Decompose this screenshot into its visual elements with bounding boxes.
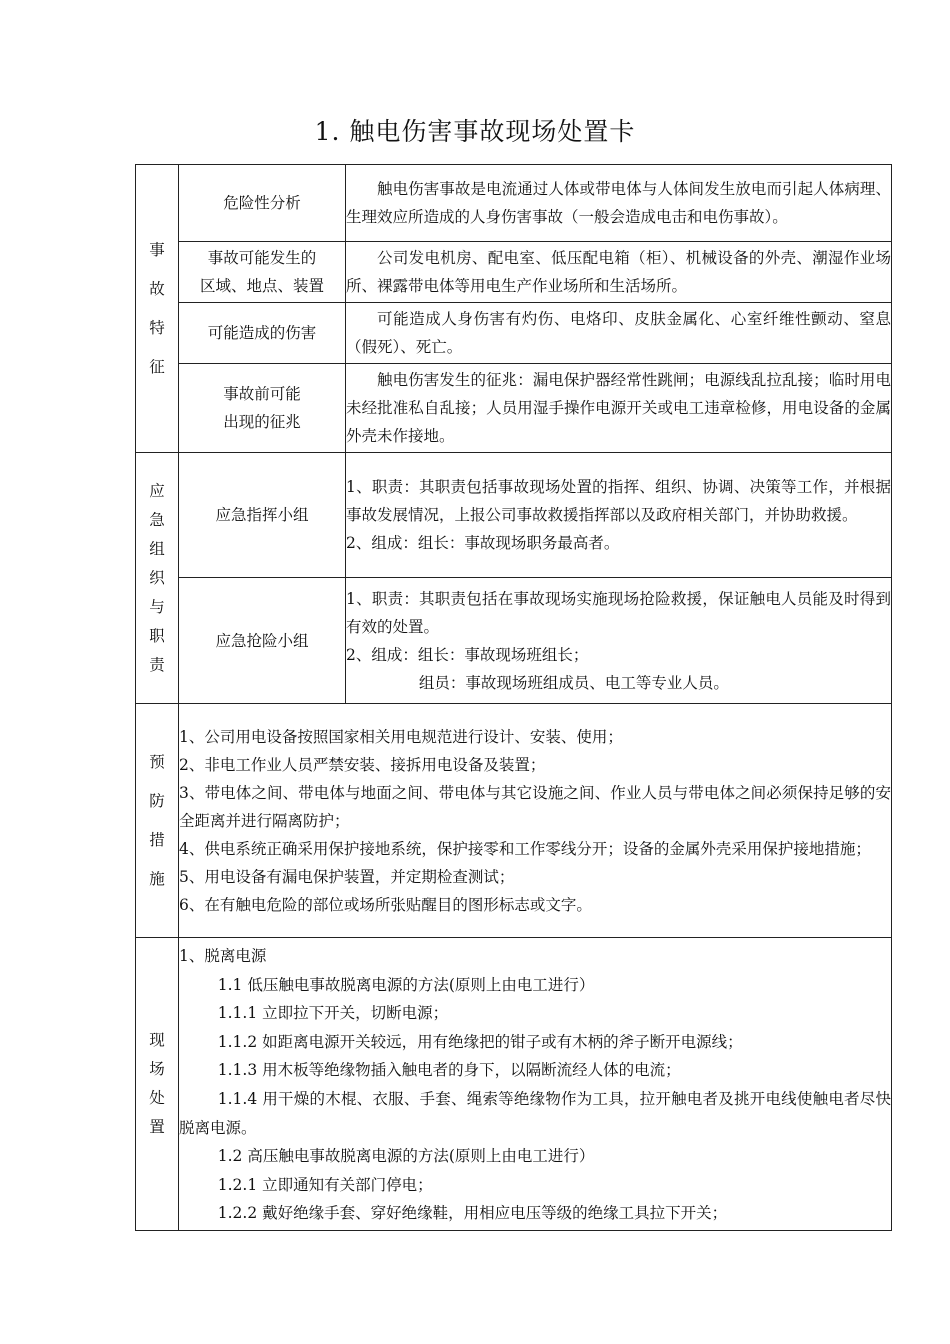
table-row	[136, 453, 892, 578]
command-group-text: 1、职责：其职责包括事故现场处置的指挥、组织、协调、决策等工作，并根据事故发展情况，上报公司事故救援指挥部以及政府相关部门，并协助救援。 2、组成：组长：事故现场职务最高者。	[346, 453, 892, 578]
rescue-group-text: 1、职责：其职责包括在事故现场实施现场抢险救援，保证触电人员能及时得到有效的处置。 2、组成：组长：事故现场班组长； 组员：事故现场班组成员、电工等专业人员。	[346, 578, 892, 704]
table-row	[136, 364, 892, 453]
section-label-organization: 应 急 组 织 与 职 责	[136, 453, 179, 704]
possible-harm-text: 可能造成人身伤害有灼伤、电烙印、皮肤金属化、心室纤维性颤动、窒息（假死）、死亡。	[346, 303, 892, 364]
hazard-analysis-text: 触电伤害事故是电流通过人体或带电体与人体间发生放电而引起人体病理、生理效应所造成的人身伤害事故（一般会造成电击和电伤事故）。	[346, 165, 892, 242]
section-label-characteristics: 事 故 特 征	[136, 165, 179, 453]
row-label-hazard-analysis: 危险性分析	[179, 165, 346, 242]
disposal-card-table	[135, 164, 892, 1231]
page-title: 1. 触电伤害事故现场处置卡	[314, 117, 636, 146]
table-row	[136, 938, 892, 1231]
row-label-possible-harm: 可能造成的伤害	[179, 303, 346, 364]
section-label-onsite: 现 场 处 置	[136, 938, 179, 1231]
row-label-rescue-group: 应急抢险小组	[179, 578, 346, 704]
warning-signs-text: 触电伤害发生的征兆：漏电保护器经常性跳闸；电源线乱拉乱接；临时用电未经批准私自乱接；人员用湿手操作电源开关或电工违章检修，用电设备的金属外壳未作接地。	[346, 364, 892, 453]
table-row	[136, 165, 892, 242]
prevention-text: 1、公司用电设备按照国家相关用电规范进行设计、安装、使用； 2、非电工作业人员严禁安装、接拆用电设备及装置； 3、带电体之间、带电体与地面之间、带电体与其它设施之间、作业人员与带电体之间必须保持足够的安全距离并进行隔离防护； 4、供电系统正确采用保护接地系统，保护接零和工作零线分开；设备的金属外壳采用保护接地措施； 5、用电设备有漏电保护装置，并定期检查测试； 6、在有触电危险的部位或场所张贴醒目的图形标志或文字。	[179, 704, 892, 938]
table-row	[136, 704, 892, 938]
row-label-command-group: 应急指挥小组	[179, 453, 346, 578]
onsite-text: 1、脱离电源 1.1 低压触电事故脱离电源的方法(原则上由电工进行） 1.1.1 立即拉下开关，切断电源； 1.1.2 如距离电源开关较远，用有绝缘把的钳子或有木柄的斧子断开电源线； 1.1.3 用木板等绝缘物插入触电者的身下，以隔断流经人体的电流； 1.1.4 用干燥的木棍、衣服、手套、绳索等绝缘物作为工具，拉开触电者及挑开电线使触电者尽快脱离电源。 1.2 高压触电事故脱离电源的方法(原则上由电工进行） 1.2.1 立即通知有关部门停电； 1.2.2 戴好绝缘手套、穿好绝缘鞋，用相应电压等级的绝缘工具拉下开关；	[179, 938, 892, 1231]
table-row	[136, 578, 892, 704]
table-row	[136, 303, 892, 364]
row-label-location: 事故可能发生的 区域、地点、装置	[179, 242, 346, 303]
section-label-prevention: 预 防 措 施	[136, 704, 179, 938]
row-label-warning-signs: 事故前可能 出现的征兆	[179, 364, 346, 453]
location-text: 公司发电机房、配电室、低压配电箱（柜）、机械设备的外壳、潮湿作业场所、裸露带电体等用电生产作业场所和生活场所。	[346, 242, 892, 303]
table-row	[136, 242, 892, 303]
